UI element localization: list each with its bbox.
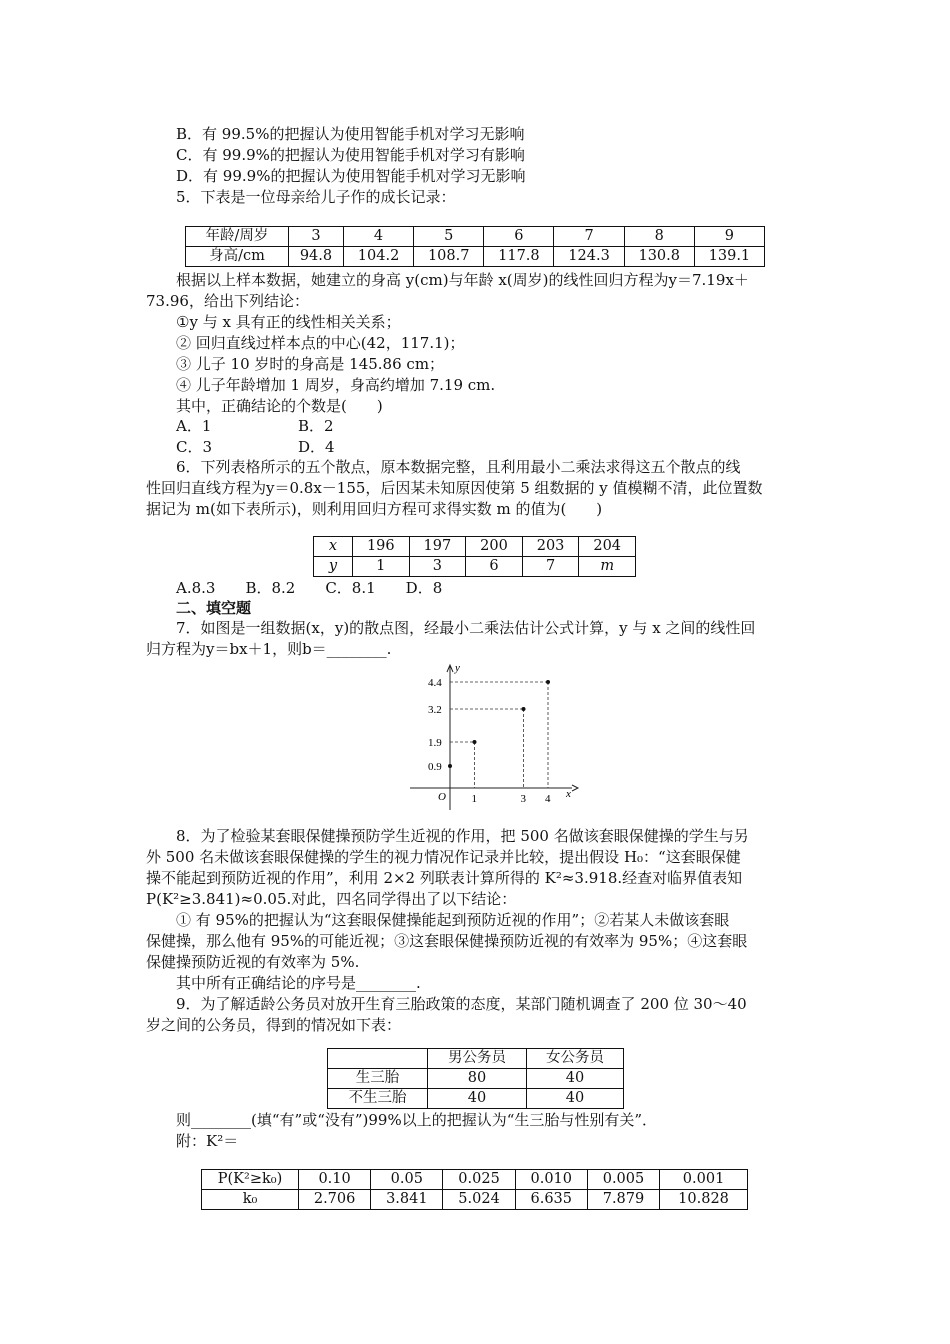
table-cell: 139.1	[694, 247, 764, 267]
table-cell: 3.841	[371, 1190, 443, 1210]
q5-conclusion-4: ④ 儿子年龄增加 1 周岁，身高约增加 7.19 cm.	[176, 376, 496, 394]
table-cell: 不生三胎	[328, 1089, 428, 1109]
table-cell: 0.001	[660, 1170, 748, 1190]
table-cell: 3	[409, 557, 466, 577]
table-cell: 女公务员	[527, 1049, 624, 1069]
q9-line-1: 9．为了解适龄公务员对放开生育三胎政策的态度，某部门随机调查了 200 位 30～40	[176, 995, 747, 1013]
table-cell: 7	[554, 227, 624, 247]
table-cell: 身高/cm	[186, 247, 289, 267]
table-cell	[314, 537, 353, 557]
q5-text-1: 根据以上样本数据，她建立的身高 y(cm)与年龄 x(周岁)的线性回归方程为y＝7.19x＋	[176, 271, 749, 289]
data-point	[522, 707, 526, 711]
table-cell: 6	[484, 227, 554, 247]
critical-value-table	[201, 1169, 748, 1210]
table-cell: 6.635	[515, 1190, 587, 1210]
table-row	[328, 1069, 624, 1089]
q9-line-3: 则________(填“有”或“没有”)99%以上的把握认为“生三胎与性别有关”．	[176, 1111, 658, 1129]
table-cell	[328, 1049, 428, 1069]
table-cell: 108.7	[414, 247, 484, 267]
table-cell: 197	[409, 537, 466, 557]
q9-line-2: 岁之间的公务员，得到的情况如下表：	[146, 1016, 402, 1034]
table-cell: 0.005	[587, 1170, 659, 1190]
table-cell: P(K²≥k₀)	[202, 1170, 299, 1190]
table-cell: 80	[428, 1069, 527, 1089]
table-row	[202, 1190, 748, 1210]
table-row	[202, 1170, 748, 1190]
table-cell	[314, 557, 353, 577]
q5-text-2: 73.96，给出下列结论：	[146, 292, 309, 310]
table-cell: 40	[527, 1069, 624, 1089]
table-cell: 9	[694, 227, 764, 247]
q4-option-b: B．有 99.5%的把握认为使用智能手机对学习无影响	[176, 125, 525, 143]
table-cell: 7.879	[587, 1190, 659, 1210]
q4-option-c: C．有 99.9%的把握认为使用智能手机对学习有影响	[176, 146, 525, 164]
q8-line-6: 保健操，那么他有 95%的可能近视；③这套眼保健操预防近视的有效率为 95%；④这套眼	[146, 932, 748, 950]
table-cell: 130.8	[624, 247, 694, 267]
x-tick-label: 3	[520, 793, 526, 805]
table-cell: 0.05	[371, 1170, 443, 1190]
table-cell: 40	[428, 1089, 527, 1109]
scatter-plot	[400, 658, 585, 813]
q5-option-a: A．1	[176, 417, 212, 435]
x-axis-label: x	[566, 788, 571, 800]
q5-stem: 5．下表是一位母亲给儿子作的成长记录：	[176, 188, 456, 206]
x-tick-label: 1	[471, 793, 477, 805]
q9-line-4: 附：K²＝	[176, 1132, 239, 1150]
y-tick-label: 1.9	[428, 737, 442, 749]
q6-table	[313, 536, 636, 577]
table-row	[328, 1049, 624, 1069]
section-title: 二、填空题	[176, 599, 252, 617]
data-point	[473, 740, 477, 744]
x-label: x	[328, 538, 338, 554]
q5-conclusion-3: ③ 儿子 10 岁时的身高是 145.86 cm；	[176, 355, 445, 373]
table-cell: 男公务员	[428, 1049, 527, 1069]
table-cell: 104.2	[343, 247, 413, 267]
table-cell: 203	[522, 537, 579, 557]
data-point	[546, 680, 550, 684]
table-row	[328, 1089, 624, 1109]
table-cell: 生三胎	[328, 1069, 428, 1089]
table-row	[186, 227, 765, 247]
table-cell	[579, 557, 636, 577]
table-cell: 124.3	[554, 247, 624, 267]
table-cell: 2.706	[299, 1190, 371, 1210]
table-cell: 200	[466, 537, 523, 557]
q5-conclusion-1: ①y 与 x 具有正的线性相关关系；	[176, 313, 401, 331]
q9-contingency-table	[327, 1048, 624, 1109]
table-cell: 117.8	[484, 247, 554, 267]
q5-option-c: C．3	[176, 438, 213, 456]
y-tick-label: 4.4	[428, 677, 442, 689]
origin-label: O	[438, 791, 446, 803]
q8-line-8: 其中所有正确结论的序号是________.	[176, 974, 421, 992]
table-cell: k₀	[202, 1190, 299, 1210]
q8-line-2: 外 500 名未做该套眼保健操的学生的视力情况作记录并比较，提出假设 H₀：“这套眼保健	[146, 848, 741, 866]
q8-line-5: ① 有 95%的把握认为“这套眼保健操能起到预防近视的作用”；②若某人未做该套眼	[176, 911, 730, 929]
x-axis-arrow	[572, 785, 578, 791]
q6-options: A.8.3 B．8.2 C．8.1 D．8	[176, 579, 443, 597]
table-cell: 5.024	[443, 1190, 515, 1210]
y-tick-label: 3.2	[428, 704, 442, 716]
table-cell: 3	[289, 227, 344, 247]
table-cell: 5	[414, 227, 484, 247]
q6-text-3: 据记为 m(如下表所示)，则利用回归方程可求得实数 m 的值为( )	[146, 500, 603, 518]
q6-text-1: 6．下列表格所示的五个散点，原本数据完整，且利用最小二乘法求得这五个散点的线	[176, 458, 741, 476]
table-cell: 0.10	[299, 1170, 371, 1190]
table-cell: 10.828	[660, 1190, 748, 1210]
x-tick-label: 4	[545, 793, 551, 805]
q8-line-4: P(K²≥3.841)≈0.05.对此，四名同学得出了以下结论：	[146, 890, 517, 908]
y-label: y	[328, 558, 338, 574]
table-cell: 40	[527, 1089, 624, 1109]
q7-text-2: 归方程为y＝bx＋1，则b＝________.	[146, 640, 392, 658]
growth-table	[185, 226, 765, 267]
q5-ask: 其中，正确结论的个数是( )	[176, 397, 383, 415]
table-cell: 196	[353, 537, 410, 557]
q5-option-b: B．2	[298, 417, 334, 435]
table-cell: 8	[624, 227, 694, 247]
q7-text-1: 7．如图是一组数据(x，y)的散点图，经最小二乘法估计公式计算，y 与 x 之间的线性回	[176, 619, 756, 637]
y-tick-label: 0.9	[428, 761, 442, 773]
table-cell: 6	[466, 557, 523, 577]
table-cell: 4	[343, 227, 413, 247]
q8-line-1: 8．为了检验某套眼保健操预防学生近视的作用，把 500 名做该套眼保健操的学生与另	[176, 827, 749, 845]
q5-conclusion-2: ② 回归直线过样本点的中心(42，117.1)；	[176, 334, 465, 352]
table-cell: 94.8	[289, 247, 344, 267]
m-value: m	[600, 558, 615, 574]
y-axis-label: y	[455, 662, 460, 674]
q8-line-7: 保健操预防近视的有效率为 5%.	[146, 953, 360, 971]
table-cell: 0.025	[443, 1170, 515, 1190]
table-cell: 204	[579, 537, 636, 557]
q5-option-d: D．4	[298, 438, 335, 456]
q4-option-d: D．有 99.9%的把握认为使用智能手机对学习无影响	[176, 167, 526, 185]
table-cell: 0.010	[515, 1170, 587, 1190]
q6-text-2: 性回归直线方程为y＝0.8x－155，后因某未知原因使第 5 组数据的 y 值模糊不清，此位置数	[146, 479, 763, 497]
table-cell: 年龄/周岁	[186, 227, 289, 247]
table-cell: 1	[353, 557, 410, 577]
table-row	[186, 247, 765, 267]
q8-line-3: 操不能起到预防近视的作用”，利用 2×2 列联表计算所得的 K²≈3.918.经查对临界值表知	[146, 869, 743, 887]
data-point	[448, 764, 452, 768]
table-row	[314, 537, 636, 557]
table-row	[314, 557, 636, 577]
table-cell: 7	[522, 557, 579, 577]
